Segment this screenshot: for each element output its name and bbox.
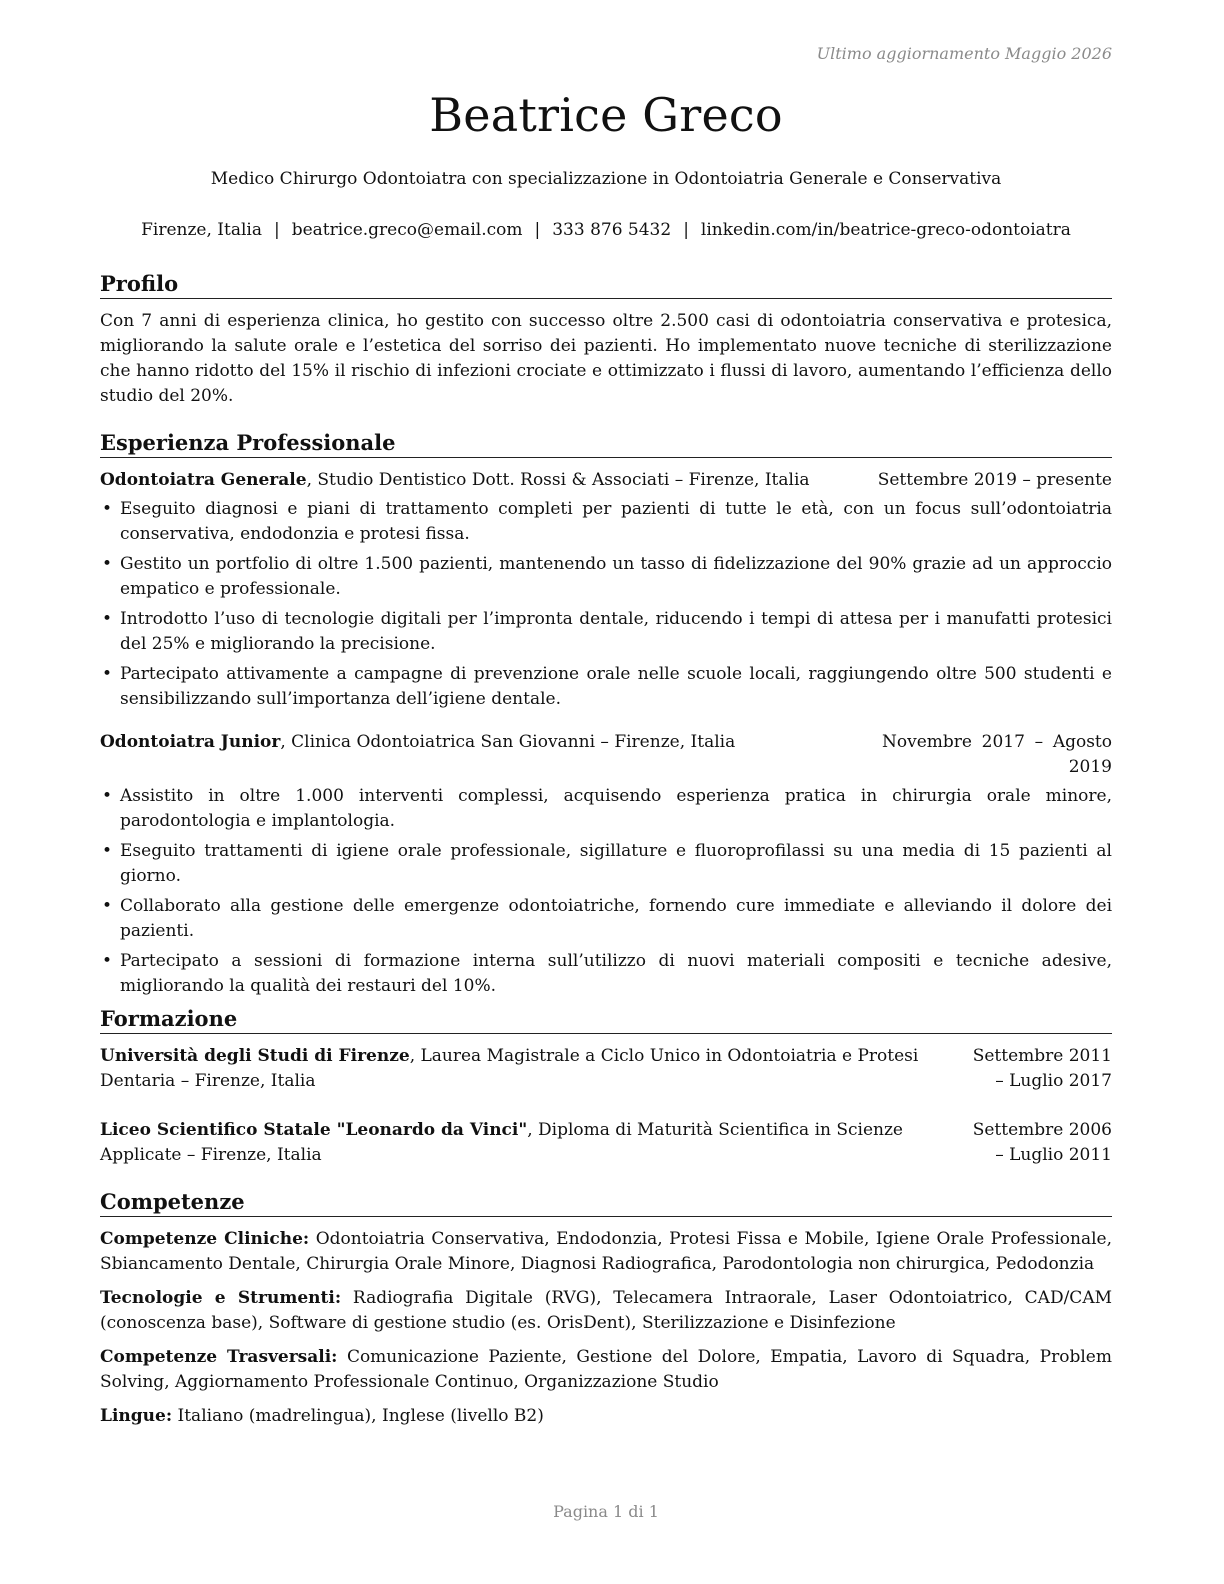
last-updated-note: Ultimo aggiornamento Maggio 2026 (816, 44, 1112, 63)
section-title-education: Formazione (100, 1006, 1112, 1034)
education-school: Liceo Scientifico Statale "Leonardo da Vinci" (100, 1120, 528, 1140)
skill-label: Lingue: (100, 1406, 173, 1426)
skill-row (100, 1286, 1112, 1336)
bullet-item: • Partecipato attivamente a campagne di prevenzione orale nelle scuole locali, raggiungendo oltre 500 studenti e sensibilizzando sull’importanza dell’igiene dentale. (100, 662, 1112, 712)
skill-label: Competenze Trasversali: (100, 1347, 338, 1367)
resume-page (100, 0, 1112, 1584)
contact-location: Firenze, Italia (141, 220, 262, 240)
contact-separator: | (534, 220, 541, 240)
education-description (100, 1118, 960, 1168)
job-bullets (100, 497, 1112, 712)
job-entry (100, 468, 1112, 712)
education-detail: , Diploma di Maturità Scientifica in Scienze Applicate – Firenze, Italia (100, 1120, 903, 1165)
skill-text: Odontoiatria Conservativa, Endodonzia, Protesi Fissa e Mobile, Igiene Orale Professionale, Sbiancamento Dentale, Chirurgia Orale Minore, Diagnosi Radiografica, Parodontologia non chirurgica, Pedodonzia (100, 1229, 1112, 1274)
education-entry (100, 1044, 1112, 1094)
profile-section (100, 271, 1112, 409)
job-title (100, 468, 810, 493)
job-role: Odontoiatra Junior (100, 732, 281, 752)
skill-label: Tecnologie e Strumenti: (100, 1288, 342, 1308)
job-title (100, 730, 735, 780)
candidate-name: Beatrice Greco (429, 88, 783, 142)
education-description (100, 1044, 960, 1094)
page-number: Pagina 1 di 1 (553, 1502, 659, 1521)
skill-text: Italiano (madrelingua), Inglese (livello B2) (172, 1406, 544, 1426)
skill-row (100, 1227, 1112, 1277)
job-bullets (100, 784, 1112, 999)
bullet-item: • Assistito in oltre 1.000 interventi complessi, acquisendo esperienza pratica in chirurgia orale minore, parodontologia e implantologia. (100, 784, 1112, 834)
job-dates: Novembre 2017 – Agosto 2019 (882, 732, 1112, 777)
education-dates: Settembre 2011 – Luglio 2017 (972, 1046, 1112, 1091)
contact-linkedin[interactable]: linkedin.com/in/beatrice-greco-odontoiatra (700, 220, 1071, 240)
tagline: Medico Chirurgo Odontoiatra con specializzazione in Odontoiatria Generale e Conservativa (210, 169, 1002, 189)
skill-row (100, 1404, 1112, 1429)
job-entry (100, 730, 1112, 999)
education-dates: Settembre 2006 – Luglio 2011 (972, 1120, 1112, 1165)
education-detail: , Laurea Magistrale a Ciclo Unico in Odontoiatria e Protesi Dentaria – Firenze, Italia (100, 1046, 919, 1091)
contact-phone: 333 876 5432 (552, 220, 672, 240)
contact-line (100, 220, 1112, 240)
bullet-item: • Eseguito diagnosi e piani di trattamento completi per pazienti di tutte le età, con un focus sull’odontoiatria conservativa, endodonzia e protesi fissa. (100, 497, 1112, 547)
job-org: , Clinica Odontoiatrica San Giovanni – Firenze, Italia (280, 732, 736, 752)
experience-section (100, 430, 1112, 1004)
skill-text: Radiografia Digitale (RVG), Telecamera Intraorale, Laser Odontoiatrico, CAD/CAM (conoscenza base), Software di gestione studio (es. OrisDent), Sterilizzazione e Disinfezione (100, 1288, 1113, 1333)
bullet-item: • Eseguito trattamenti di igiene orale professionale, sigillature e fluoroprofilassi su una media di 15 pazienti al giorno. (100, 839, 1112, 889)
profile-text: Con 7 anni di esperienza clinica, ho gestito con successo oltre 2.500 casi di odontoiatria conservativa e protesica, migliorando la salute orale e l’estetica del sorriso dei pazienti. Ho implementato nuove tecniche di sterilizzazione che hanno ridotto del 15% il rischio di infezioni crociate e ottimizzato i flussi di lavoro, aumentando l’efficienza dello studio del 20%. (100, 311, 1112, 406)
bullet-item: • Introdotto l’uso di tecnologie digitali per l’impronta dentale, riducendo i tempi di attesa per i manufatti protesici del 25% e migliorando la precisione. (100, 607, 1112, 657)
job-header (100, 468, 1112, 493)
bullet-item: • Gestito un portfolio di oltre 1.500 pazienti, mantenendo un tasso di fidelizzazione del 90% grazie ad un approccio empatico e professionale. (100, 552, 1112, 602)
bullet-item: • Partecipato a sessioni di formazione interna sull’utilizzo di nuovi materiali compositi e tecniche adesive, migliorando la qualità dei restauri del 10%. (100, 949, 1112, 999)
job-org: , Studio Dentistico Dott. Rossi & Associati – Firenze, Italia (306, 470, 810, 490)
section-title-skills: Competenze (100, 1189, 1112, 1217)
skill-row (100, 1345, 1112, 1395)
education-school: Università degli Studi di Firenze (100, 1046, 410, 1066)
section-title-experience: Esperienza Professionale (100, 430, 1112, 458)
job-role: Odontoiatra Generale (100, 470, 307, 490)
job-header (100, 730, 1112, 780)
contact-email[interactable]: beatrice.greco@email.com (291, 220, 523, 240)
skill-label: Competenze Cliniche: (100, 1229, 310, 1249)
contact-separator: | (273, 220, 280, 240)
skill-text: Comunicazione Paziente, Gestione del Dolore, Empatia, Lavoro di Squadra, Problem Solving, Aggiornamento Professionale Continuo, Organizzazione Studio (100, 1347, 1112, 1392)
job-dates: Settembre 2019 – presente (877, 470, 1112, 490)
section-title-profile: Profilo (100, 271, 1112, 299)
skills-section (100, 1189, 1112, 1438)
bullet-item: • Collaborato alla gestione delle emergenze odontoiatriche, fornendo cure immediate e alleviando il dolore dei pazienti. (100, 894, 1112, 944)
contact-separator: | (683, 220, 689, 240)
education-entry (100, 1118, 1112, 1168)
education-section (100, 1006, 1112, 1168)
